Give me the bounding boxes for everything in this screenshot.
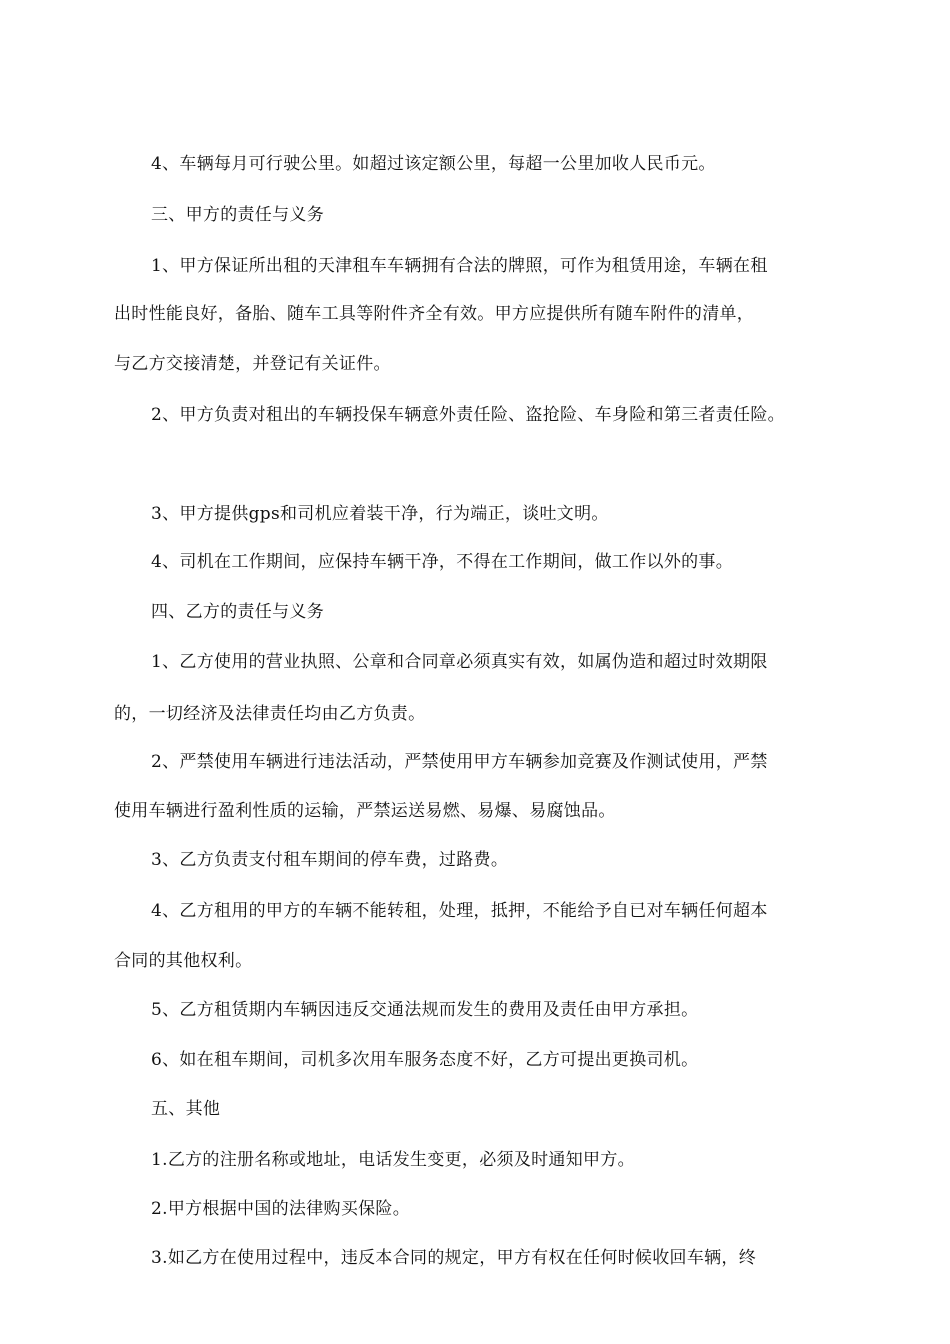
text-line: 3、乙方负责支付租车期间的停车费，过路费。 (151, 850, 509, 870)
text-line: 4、司机在工作期间，应保持车辆干净，不得在工作期间，做工作以外的事。 (151, 552, 734, 572)
text-line: 2.甲方根据中国的法律购买保险。 (151, 1199, 411, 1219)
text-line: 4、车辆每月可行驶公里。如超过该定额公里，每超一公里加收人民币元。 (151, 154, 716, 174)
text-line: 使用车辆进行盈利性质的运输，严禁运送易燃、易爆、易腐蚀品。 (114, 801, 616, 821)
text-line: 1.乙方的注册名称或地址，电话发生变更，必须及时通知甲方。 (151, 1150, 635, 1170)
text-line: 与乙方交接清楚，并登记有关证件。 (114, 354, 391, 374)
text-line: 6、如在租车期间，司机多次用车服务态度不好，乙方可提出更换司机。 (151, 1050, 699, 1070)
section-heading: 五、其他 (151, 1099, 221, 1119)
text-line: 合同的其他权利。 (114, 951, 253, 971)
text-line: 4、乙方租用的甲方的车辆不能转租，处理，抵押，不能给予自已对车辆任何超本 (151, 901, 768, 921)
text-line: 2、严禁使用车辆进行违法活动，严禁使用甲方车辆参加竞赛及作测试使用，严禁 (151, 752, 768, 772)
section-heading: 三、甲方的责任与义务 (151, 205, 324, 225)
text-line: 2、甲方负责对租出的车辆投保车辆意外责任险、盗抢险、车身险和第三者责任险。 (151, 405, 785, 425)
text-line: 1、甲方保证所出租的天津租车车辆拥有合法的牌照，可作为租赁用途，车辆在租 (151, 256, 768, 276)
text-line: 5、乙方租赁期内车辆因违反交通法规而发生的费用及责任由甲方承担。 (151, 1000, 699, 1020)
text-line: 3.如乙方在使用过程中，违反本合同的规定，甲方有权在任何时候收回车辆，终 (151, 1248, 757, 1268)
text-line: 的，一切经济及法律责任均由乙方负责。 (114, 704, 426, 724)
text-line: 3、甲方提供gps和司机应着装干净，行为端正，谈吐文明。 (151, 504, 609, 524)
text-line: 1、乙方使用的营业执照、公章和合同章必须真实有效，如属伪造和超过时效期限 (151, 652, 768, 672)
section-heading: 四、乙方的责任与义务 (151, 602, 324, 622)
text-line: 出时性能良好，备胎、随车工具等附件齐全有效。甲方应提供所有随车附件的清单， (114, 304, 755, 324)
